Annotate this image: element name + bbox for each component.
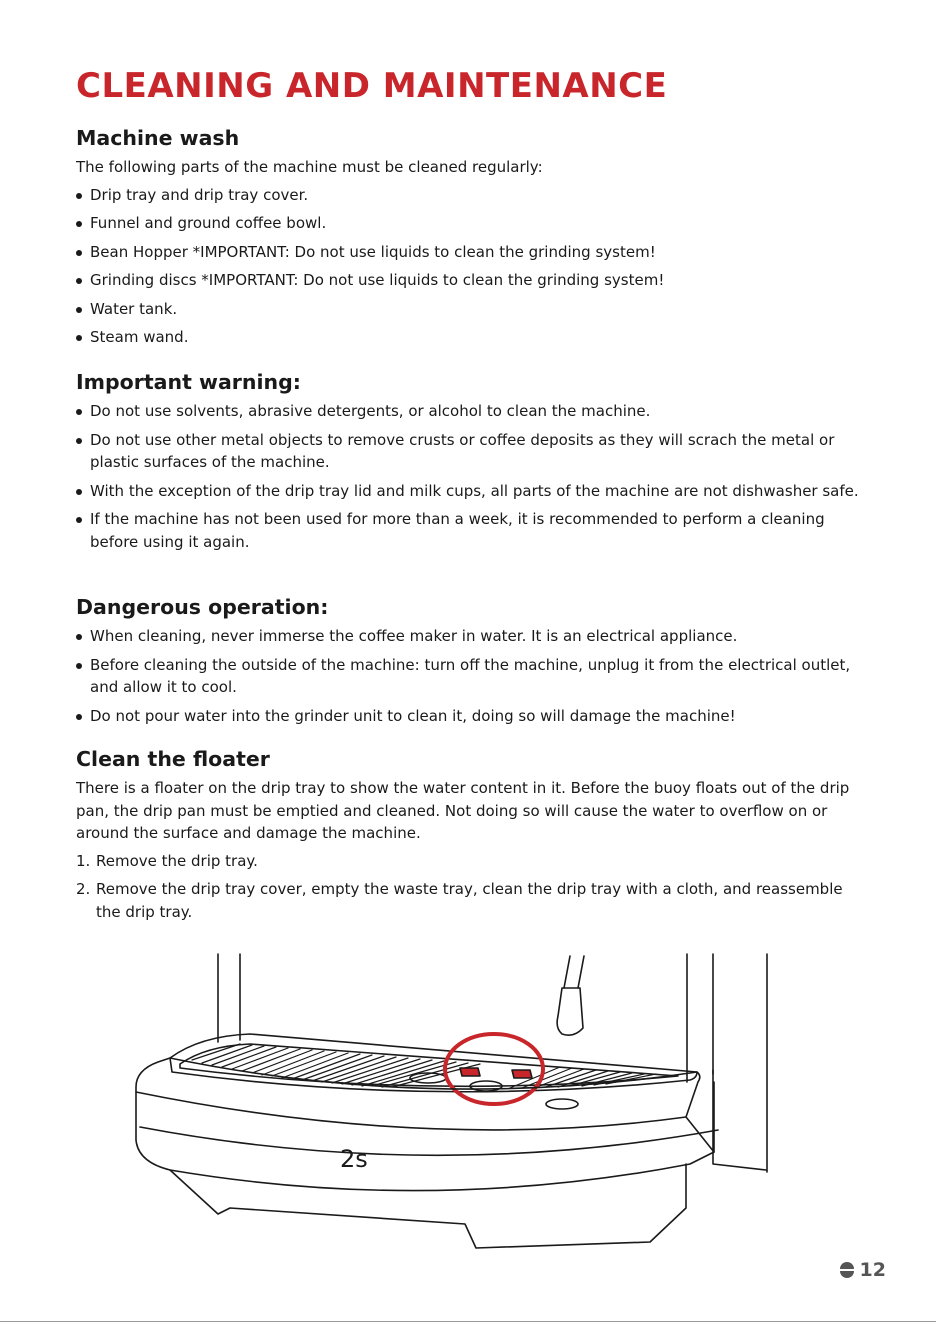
clean-floater-heading: Clean the floater xyxy=(76,747,270,771)
bullet-icon xyxy=(76,438,82,444)
floater xyxy=(410,1034,578,1109)
important-warning-list xyxy=(76,400,866,553)
brand-logo: 2s xyxy=(340,1145,368,1173)
bullet-icon xyxy=(76,335,82,341)
bullet-icon xyxy=(76,714,82,720)
list-item: Do not pour water into the grinder unit to clean it, doing so will damage the machine! xyxy=(76,705,866,728)
brand-mark-icon xyxy=(839,1262,855,1278)
list-item: Do not use other metal objects to remove crusts or coffee deposits as they will scrach the metal or plastic surfaces of the machine. xyxy=(76,429,866,474)
important-warning-heading: Important warning: xyxy=(76,370,301,394)
important-warning-section xyxy=(76,370,866,559)
machine-body xyxy=(218,954,767,1172)
dangerous-operation-list xyxy=(76,625,866,727)
bullet-icon xyxy=(76,663,82,669)
grate-slots xyxy=(192,1044,656,1088)
machine-wash-list xyxy=(76,184,866,349)
list-item: Steam wand. xyxy=(76,326,866,349)
list-item: Before cleaning the outside of the machine: turn off the machine, unplug it from the electrical outlet, and allow it to cool. xyxy=(76,654,866,699)
list-item: Drip tray and drip tray cover. xyxy=(76,184,866,207)
list-item: With the exception of the drip tray lid and milk cups, all parts of the machine are not dishwasher safe. xyxy=(76,480,866,503)
clean-floater-intro: There is a floater on the drip tray to show the water content in it. Before the buoy floats out of the drip pan, the drip pan must be emptied and cleaned. Not doing so will cause the water to overflow on or around the surface and damage the machine. xyxy=(76,779,850,842)
bullet-icon xyxy=(76,307,82,313)
bullet-icon xyxy=(76,409,82,415)
clean-floater-section xyxy=(76,747,866,929)
bullet-icon xyxy=(76,278,82,284)
steam-wand xyxy=(557,956,584,1035)
page-number xyxy=(839,1259,886,1281)
list-item: If the machine has not been used for more than a week, it is recommended to perform a cleaning before using it again. xyxy=(76,508,866,553)
bullet-icon xyxy=(76,193,82,199)
bullet-icon xyxy=(76,634,82,640)
list-item: Do not use solvents, abrasive detergents, or alcohol to clean the machine. xyxy=(76,400,866,423)
bullet-icon xyxy=(76,517,82,523)
bullet-icon xyxy=(76,489,82,495)
list-item: Water tank. xyxy=(76,298,866,321)
list-item: Bean Hopper *IMPORTANT: Do not use liquids to clean the grinding system! xyxy=(76,241,866,264)
dangerous-operation-section xyxy=(76,595,866,733)
dangerous-operation-heading: Dangerous operation: xyxy=(76,595,329,619)
page-title: CLEANING AND MAINTENANCE xyxy=(76,66,668,106)
machine-wash-section xyxy=(76,126,866,355)
clean-floater-steps xyxy=(76,850,866,924)
list-item: Grinding discs *IMPORTANT: Do not use liquids to clean the grinding system! xyxy=(76,269,866,292)
list-item: Funnel and ground coffee bowl. xyxy=(76,212,866,235)
drip-tray-illustration xyxy=(130,952,780,1252)
page-number-text: 12 xyxy=(859,1259,886,1281)
list-item: When cleaning, never immerse the coffee maker in water. It is an electrical appliance. xyxy=(76,625,866,648)
bullet-icon xyxy=(76,221,82,227)
bullet-icon xyxy=(76,250,82,256)
bottom-divider xyxy=(0,1321,936,1322)
machine-wash-heading: Machine wash xyxy=(76,126,240,150)
machine-wash-intro: The following parts of the machine must be cleaned regularly: xyxy=(76,158,543,176)
step-item: 2. Remove the drip tray cover, empty the waste tray, clean the drip tray with a cloth, and reassemble the drip tray. xyxy=(76,880,843,921)
step-item: 1. Remove the drip tray. xyxy=(76,851,258,870)
